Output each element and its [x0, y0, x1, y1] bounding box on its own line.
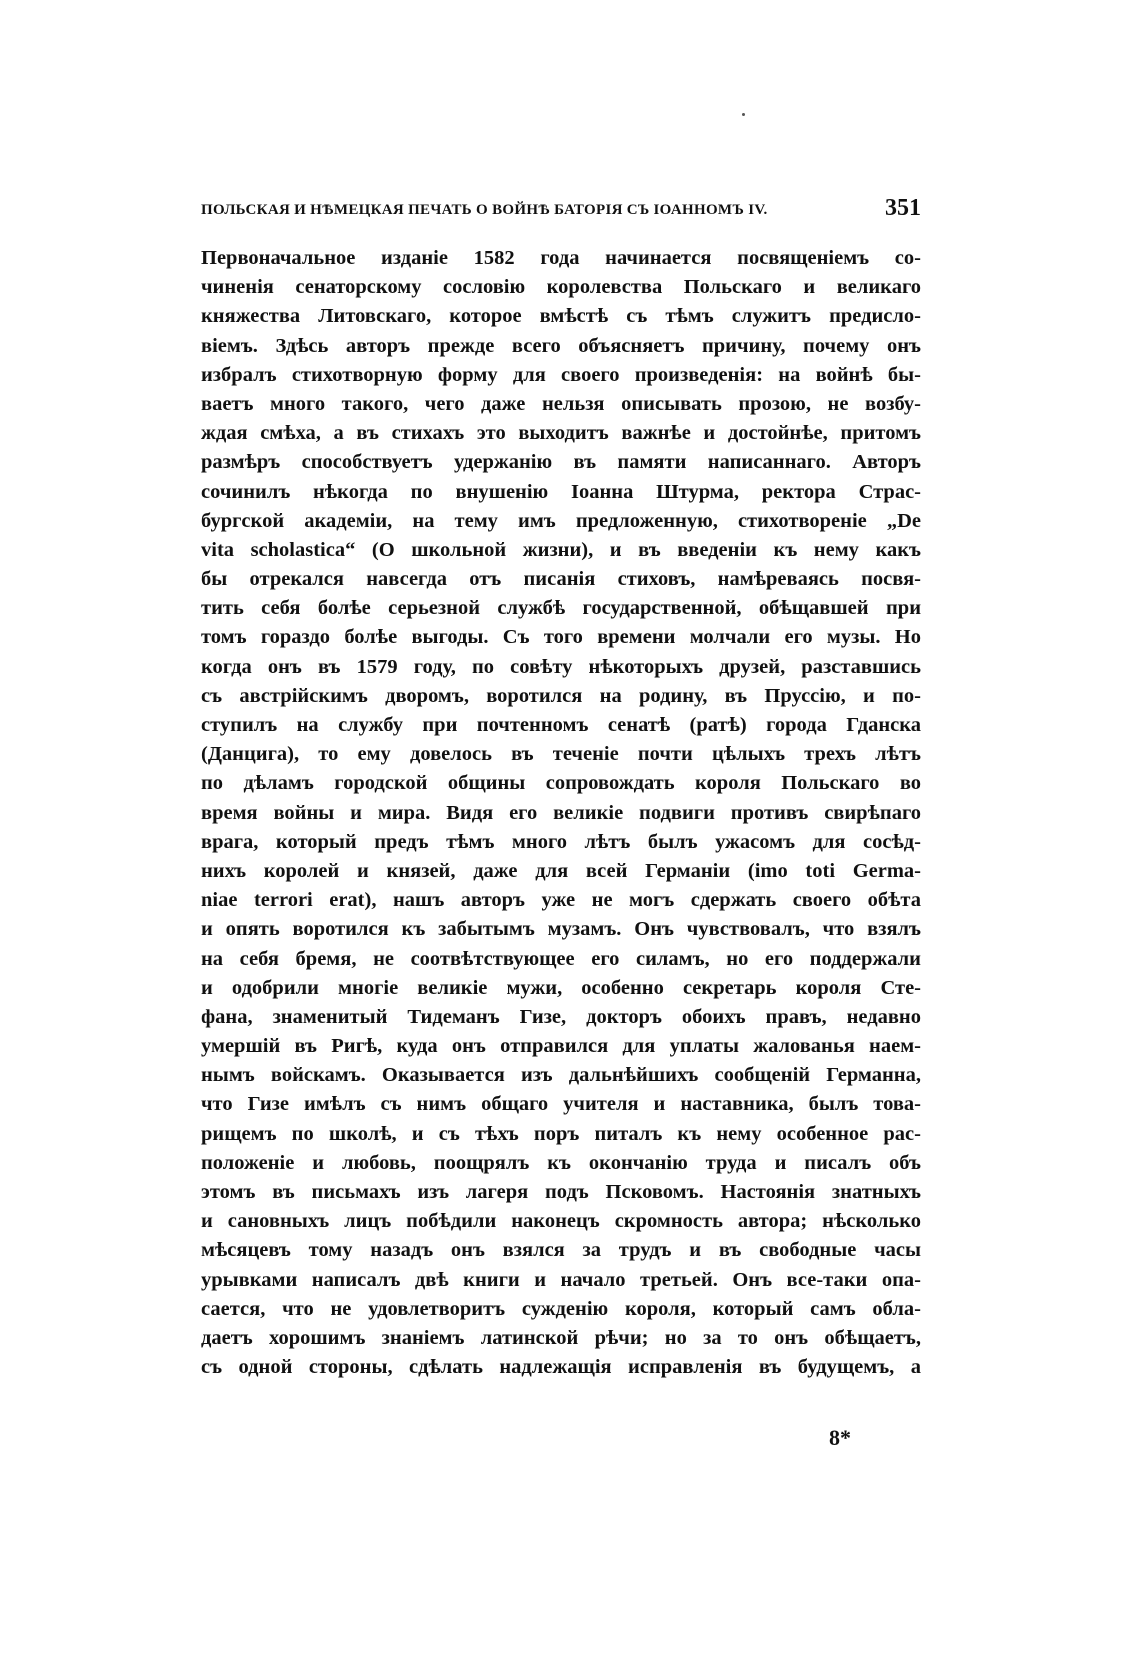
signature-mark: 8* — [829, 1425, 851, 1450]
text-line: ступилъ на службу при почтенномъ сенатѣ (ратѣ) города Гданска — [201, 714, 921, 736]
text-line: рищемъ по школѣ, и съ тѣхъ поръ питалъ къ нему особенное рас- — [201, 1122, 921, 1145]
text-line: ждая смѣха, а въ стихахъ это выходитъ важнѣе и достойнѣе, притомъ — [201, 422, 921, 445]
text-line: размѣръ способствуетъ удержанію въ памяти написаннаго. Авторъ — [201, 451, 921, 474]
text-line: нымъ войскамъ. Оказывается изъ дальнѣйшихъ сообщеній Германна, — [201, 1064, 921, 1087]
text-line: сочинилъ нѣкогда по внушенію Іоанна Штурма, ректора Страс- — [201, 480, 921, 503]
text-line: Первоначальное изданіе 1582 года начинается посвященіемъ со- — [201, 247, 921, 269]
text-line: что Гизе имѣлъ съ нимъ общаго учителя и наставника, былъ това- — [201, 1093, 921, 1116]
text-line: чиненія сенаторскому сословію королевства Польскаго и великаго — [201, 276, 921, 299]
text-line: врага, который предъ тѣмъ много лѣтъ былъ ужасомъ для сосѣд- — [201, 830, 921, 853]
text-line: тить себя болѣе серьезной службѣ государственной, обѣщавшей при — [201, 597, 921, 620]
text-line: умершій въ Ригѣ, куда онъ отправился для уплаты жалованья наем- — [201, 1035, 921, 1058]
text-line: урывками написалъ двѣ книги и начало третьей. Онъ все-таки опа- — [201, 1268, 921, 1291]
text-line: этомъ въ письмахъ изъ лагеря подъ Псковомъ. Настоянія знатныхъ — [201, 1181, 921, 1203]
text-line: мѣсяцевъ тому назадъ онъ взялся за трудъ и въ свободные часы — [201, 1239, 921, 1262]
text-line: на себя бремя, не соотвѣтствующее его силамъ, но его поддержали — [201, 947, 921, 970]
text-line: княжества Литовскаго, которое вмѣстѣ съ тѣмъ служитъ предисло- — [201, 305, 921, 328]
text-line: и сановныхъ лицъ побѣдили наконецъ скромность автора; нѣсколько — [201, 1210, 921, 1233]
text-line: сается, что не удовлетворитъ сужденію короля, который самъ обла- — [201, 1297, 921, 1320]
text-line: когда онъ въ 1579 году, по совѣту нѣкоторыхъ друзей, разставшись — [201, 655, 921, 678]
text-line: vita scholastica“ (О школьной жизни), и въ введеніи къ нему какъ — [201, 538, 921, 561]
text-line: и одобрили многіе великіе мужи, особенно секретарь короля Сте- — [201, 976, 921, 999]
text-line: бургской академіи, на тему имъ предложенную, стихотвореніе „De — [201, 509, 921, 532]
text-line: положеніе и любовь, поощрялъ къ окончанію труда и писалъ объ — [201, 1151, 921, 1174]
running-title: ПОЛЬСКАЯ И НѢМЕЦКАЯ ПЕЧАТЬ О ВОЙНѢ БАТОРІЯ СЪ ІОАННОМЪ IV. — [201, 202, 768, 218]
text-line: съ одной стороны, сдѣлать надлежащія исправленія въ будущемъ, а — [201, 1356, 921, 1379]
text-line: избралъ стихотворную форму для своего произведенія: на войнѣ бы- — [201, 363, 921, 386]
page-number: 351 — [885, 195, 921, 221]
print-speck — [742, 113, 745, 116]
text-line: нихъ королей и князей, даже для всей Германіи (imo toti Germa- — [201, 859, 921, 882]
text-line: время войны и мира. Видя его великіе подвиги противъ свирѣпаго — [201, 801, 921, 824]
text-line: бы отрекался навсегда отъ писанія стиховъ, намѣреваясь посвя- — [201, 568, 921, 591]
text-line: и опять воротился къ забытымъ музамъ. Онъ чувствовалъ, что взялъ — [201, 918, 921, 941]
body-text — [201, 244, 921, 1382]
text-line: фана, знаменитый Тидеманъ Гизе, докторъ обоихъ правъ, недавно — [201, 1005, 921, 1028]
text-line: даетъ хорошимъ знаніемъ латинской рѣчи; но за то онъ обѣщаетъ, — [201, 1326, 921, 1349]
text-line: ваетъ много такого, чего даже нельзя описывать прозою, не возбу- — [201, 392, 921, 415]
text-line: niae terrori erat), нашъ авторъ уже не могъ сдержать своего обѣта — [201, 889, 921, 912]
text-line: по дѣламъ городской общины сопровождать короля Польскаго во — [201, 772, 921, 795]
text-line: съ австрійскимъ дворомъ, воротился на родину, въ Пруссію, и по- — [201, 684, 921, 707]
text-line: (Данцига), то ему довелось въ теченіе почти цѣлыхъ трехъ лѣтъ — [201, 743, 921, 766]
text-line: віемъ. Здѣсь авторъ прежде всего объясняетъ причину, почему онъ — [201, 334, 921, 357]
running-head — [201, 195, 921, 225]
text-line: томъ гораздо болѣе выгоды. Съ того времени молчали его музы. Но — [201, 626, 921, 649]
